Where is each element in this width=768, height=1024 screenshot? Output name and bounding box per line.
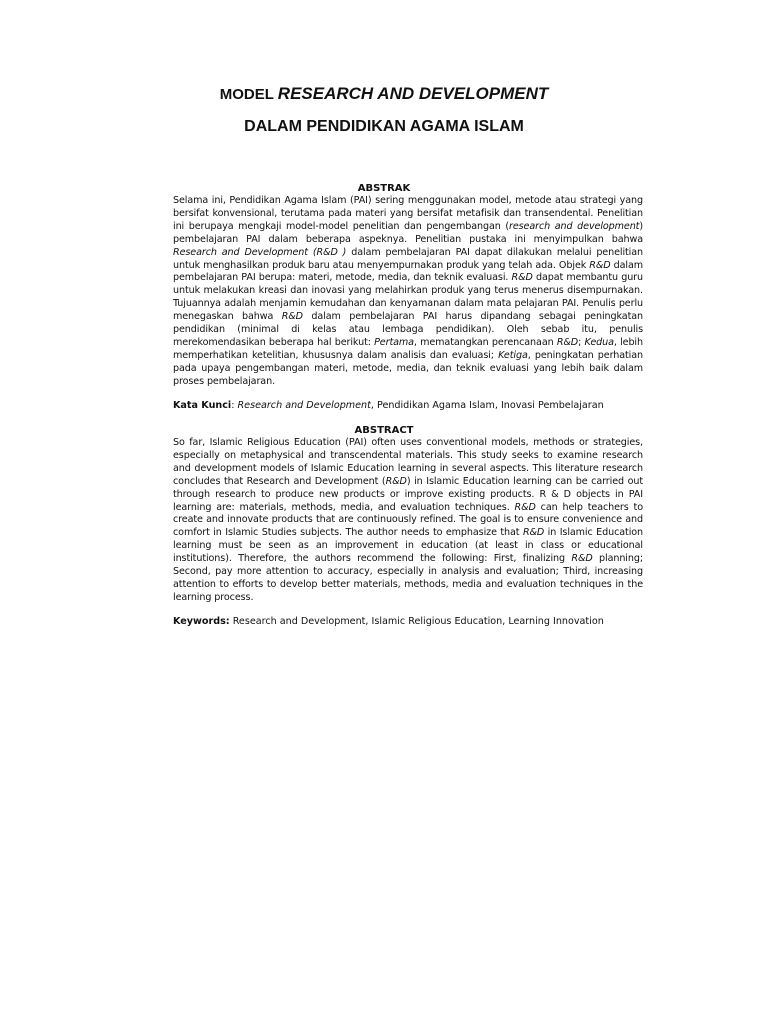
- text-run: , mematangkan perencanaan: [413, 336, 557, 348]
- kata-kunci-italic: Research and Development: [237, 400, 371, 411]
- italic-term: R&D: [281, 311, 303, 323]
- italic-term: Ketiga: [498, 349, 528, 361]
- text-run: dalam pembelajaran PAI berupa: materi, metode, media, dan teknik evaluasi.: [173, 259, 643, 284]
- text-run: ) in Islamic Education learning can be carried out through research to produce new products or improve existing products. R & D objects in PAI learning are: materials, methods, media, and evaluation techniques.: [173, 475, 644, 513]
- text-run: planning; Second, pay more attention to accuracy, especially in analysis and evaluation; Third, increasing attention to efforts to develop better materials, methods, media and evaluation techniques in the learning process.: [173, 553, 643, 603]
- text-run: in Islamic Education learning must be seen as an improvement in education (at least in class or educational institutions). Therefore, the authors recommend the following: First, finalizing: [173, 527, 644, 565]
- kata-kunci-sep: :: [231, 400, 238, 411]
- text-run: ;: [578, 336, 585, 348]
- text-run: dalam pembelajaran PAI dapat dilakukan melalui penelitian untuk menghasilkan produk baru atau menyempurnakan produk yang telah ada. Objek: [173, 246, 644, 271]
- abstrak-body: [173, 195, 643, 389]
- abstract-heading: ABSTRACT: [354, 425, 414, 436]
- italic-term: R&D: [556, 336, 579, 348]
- paper-title-line1: [0, 84, 768, 104]
- text-run: ) pembelajaran PAI dalam beberapa aspeknya. Penelitian pustaka ini menyimpulkan bahwa: [173, 220, 644, 245]
- kata-kunci-label: Kata Kunci: [173, 400, 232, 411]
- italic-term: R&D: [522, 527, 545, 539]
- italic-term: R&D: [571, 553, 593, 565]
- text-run: , lebih memperhatikan ketelitian, khususnya dalam analisis dan evaluasi;: [173, 336, 643, 361]
- italic-term: R&D: [385, 475, 407, 487]
- kata-kunci-rest: , Pendidikan Agama Islam, Inovasi Pembelajaran: [370, 400, 604, 411]
- abstrak-heading: ABSTRAK: [357, 183, 411, 194]
- text-run: , peningkatan perhatian pada upaya pengembangan materi, metode, media, dan teknik evaluasi yang lebih baik dalam proses pembelajaran.: [173, 349, 644, 387]
- title-prefix: MODEL: [219, 86, 278, 103]
- italic-term: R&D: [511, 272, 533, 284]
- text-run: dalam pembelajaran PAI harus dipandang sebagai peningkatan pendidikan (minimal di kelas atau lembaga pendidikan). Oleh sebab itu, penulis merekomendasikan beberapa hal berikut:: [173, 311, 643, 348]
- title-emphasis: RESEARCH AND DEVELOPMENT: [277, 84, 549, 103]
- italic-term: R&D: [514, 501, 536, 513]
- text-run: Selama ini, Pendidikan Agama Islam (PAI) sering menggunakan model, metode atau strategi yang bersifat konvensional, terutama pada materi yang bersifat metafisik dan transendental. Penelitian ini berupaya mengkaji model-model penelitian dan pengembangan (: [173, 195, 643, 232]
- keywords-rest: Research and Development, Islamic Religious Education, Learning Innovation: [229, 616, 604, 627]
- keywords-line: [173, 616, 653, 629]
- kata-kunci-line: [173, 400, 653, 413]
- abstract-body: [173, 437, 643, 605]
- italic-term: R&D: [589, 259, 611, 271]
- text-run: can help teachers to create and innovate products that are continuously refined. The goal is to ensure convenience and comfort in Islamic Studies subjects. The author needs to emphasize that: [173, 501, 643, 539]
- italic-term: Kedua: [584, 336, 614, 348]
- text-run: dapat membantu guru untuk melakukan kreasi dan inovasi yang melahirkan produk yang terus menerus disempurnakan. Tujuannya adalah menjamin kemudahan dan kenyamanan dalam mata pelajaran PAI. Penulis perlu menegaskan bahwa: [173, 272, 644, 323]
- italic-term: Research and Development (R&D ): [173, 246, 347, 258]
- paper-title-line2: DALAM PENDIDIKAN AGAMA ISLAM: [244, 118, 524, 135]
- italic-term: Pertama: [374, 336, 414, 348]
- text-run: So far, Islamic Religious Education (PAI) often uses conventional models, methods or strategies, especially on metaphysical and transcendental materials. This study seeks to examine research and development models of Islamic Education learning in several aspects. This literature research concludes that Research and Development (: [173, 437, 643, 487]
- keywords-label: Keywords:: [173, 616, 230, 627]
- italic-term: research and development: [509, 220, 640, 232]
